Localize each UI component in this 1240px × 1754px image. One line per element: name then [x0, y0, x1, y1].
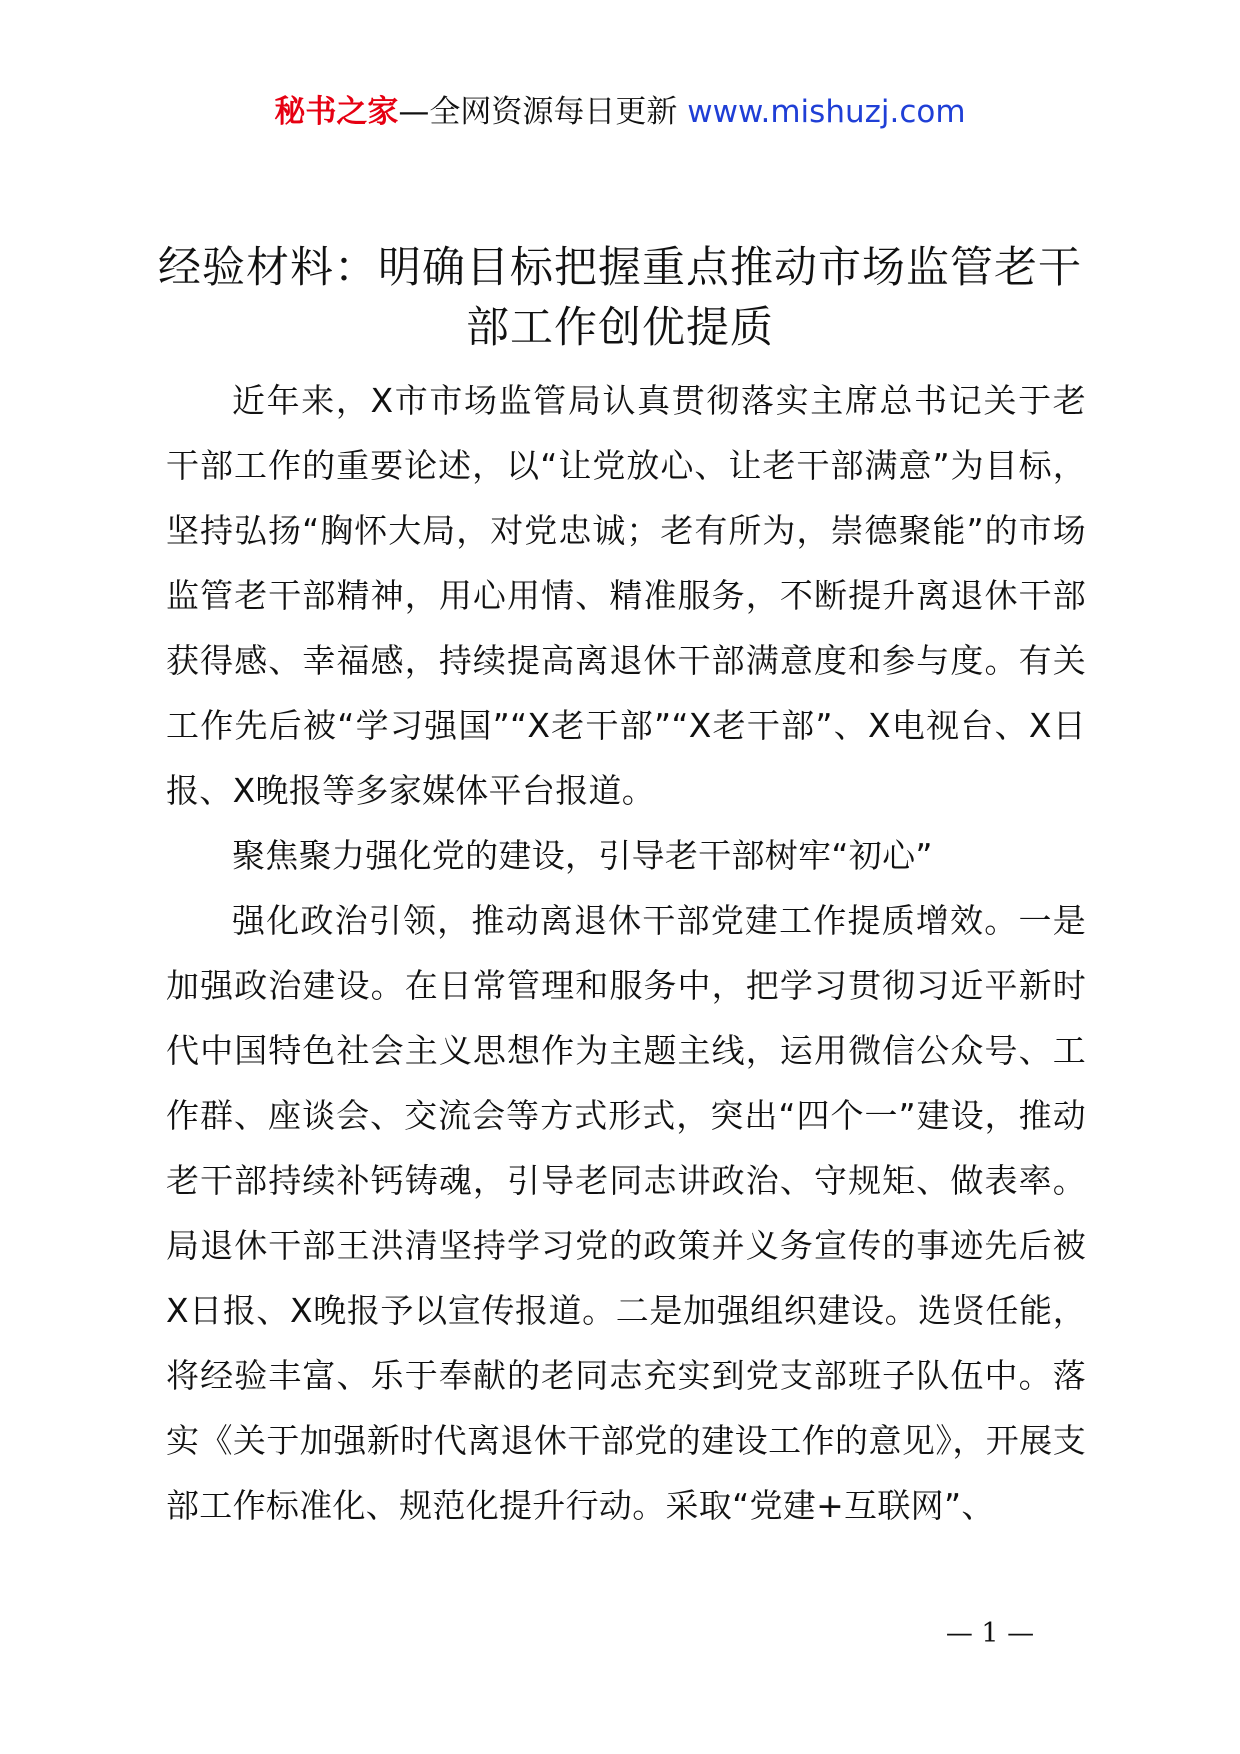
site-header — [0, 92, 1240, 132]
document-body — [166, 368, 1086, 1538]
header-slogan: —全网资源每日更新 — [398, 94, 678, 130]
paragraph-intro: 近年来，X市市场监管局认真贯彻落实主席总书记关于老干部工作的重要论述，以“让党放心、让老干部满意”为目标，坚持弘扬“胸怀大局，对党忠诚；老有所为，崇德聚能”的市场监管老干部精神，用心用情、精准服务，不断提升离退休干部获得感、幸福感，持续提高离退休干部满意度和参与度。有关工作先后被“学习强国”“X老干部”“X老干部”、X电视台、X日报、X晚报等多家媒体平台报道。 — [166, 381, 1086, 810]
site-url-link[interactable]: www.mishuzj.com — [687, 94, 966, 130]
section-heading: 聚焦聚力强化党的建设，引导老干部树牢“初心” — [232, 836, 933, 875]
page-number: — 1 — — [945, 1618, 1035, 1649]
document-title: 经验材料：明确目标把握重点推动市场监管老干部工作创优提质 — [158, 243, 1082, 353]
brand-name: 秘书之家 — [274, 94, 399, 130]
paragraph-political-leadership: 强化政治引领，推动离退休干部党建工作提质增效。一是加强政治建设。在日常管理和服务中，把学习贯彻习近平新时代中国特色社会主义思想作为主题主线，运用微信公众号、工作群、座谈会、交流会等方式形式，突出“四个一”建设，推动老干部持续补钙铸魂，引导老同志讲政治、守规矩、做表率。局退休干部王洪清坚持学习党的政策并义务宣传的事迹先后被X日报、X晚报予以宣传报道。二是加强组织建设。选贤任能，将经验丰富、乐于奉献的老同志充实到党支部班子队伍中。落实《关于加强新时代离退休干部党的建设工作的意见》，开展支部工作标准化、规范化提升行动。采取“党建+互联网”、 — [166, 901, 1086, 1525]
